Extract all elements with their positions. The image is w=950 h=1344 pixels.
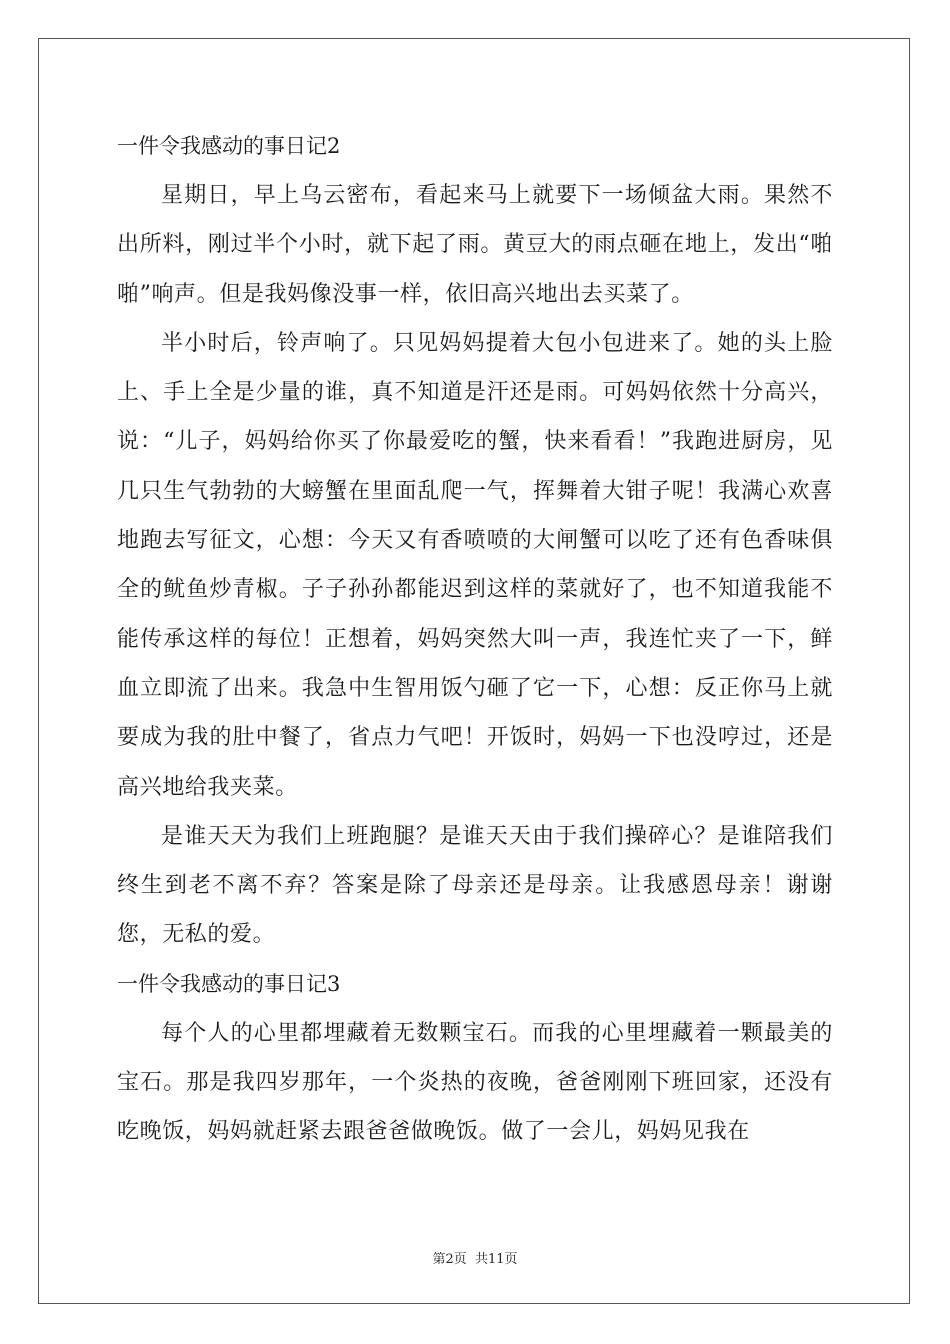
paragraph: 是谁天天为我们上班跑腿？是谁天天由于我们操碎心？是谁陪我们终生到老不离不弃？答案是除了母亲还是母亲。让我感恩母亲！谢谢您，无私的爱。 [117,823,833,948]
document-body [117,122,833,1157]
paragraph: 每个人的心里都埋藏着无数颗宝石。而我的心里埋藏着一颗最美的宝石。那是我四岁那年，一个炎热的夜晚，爸爸刚刚下班回家，还没有吃晚饭，妈妈就赶紧去跟爸爸做晚饭。做了一会儿，妈妈见我在 [117,1020,833,1145]
page-footer [0,1248,950,1267]
paragraph: 半小时后，铃声响了。只见妈妈提着大包小包进来了。她的头上脸上、手上全是少量的谁，真不知道是汗还是雨。可妈妈依然十分高兴，说：“儿子，妈妈给你买了你最爱吃的蟹，快来看看！”我跑进厨房，见几只生气勃勃的大螃蟹在里面乱爬一气，挥舞着大钳子呢！我满心欢喜地跑去写征文，心想：今天又有香喷喷的大闸蟹可以吃了还有色香味俱全的鱿鱼炒青椒。子子孙孙都能迟到这样的菜就好了，也不知道我能不能传承这样的每位！正想着，妈妈突然大叫一声，我连忙夹了一下，鲜血立即流了出来。我急中生智用饭勺砸了它一下，心想：反正你马上就要成为我的肚中餐了，省点力气吧！开饭时，妈妈一下也没哼过，还是高兴地给我夹菜。 [117,330,833,800]
section-title: 一件令我感动的事日记2 [117,134,341,158]
section-title: 一件令我感动的事日记3 [117,971,341,996]
page-number: 第2页 [432,1252,467,1267]
paragraph: 星期日，早上乌云密布，看起来马上就要下一场倾盆大雨。果然不出所料，刚过半个小时，就下起了雨。黄豆大的雨点砸在地上，发出“啪啪”响声。但是我妈像没事一样，依旧高兴地出去买菜了。 [117,183,833,307]
page-total: 共11页 [474,1252,518,1267]
